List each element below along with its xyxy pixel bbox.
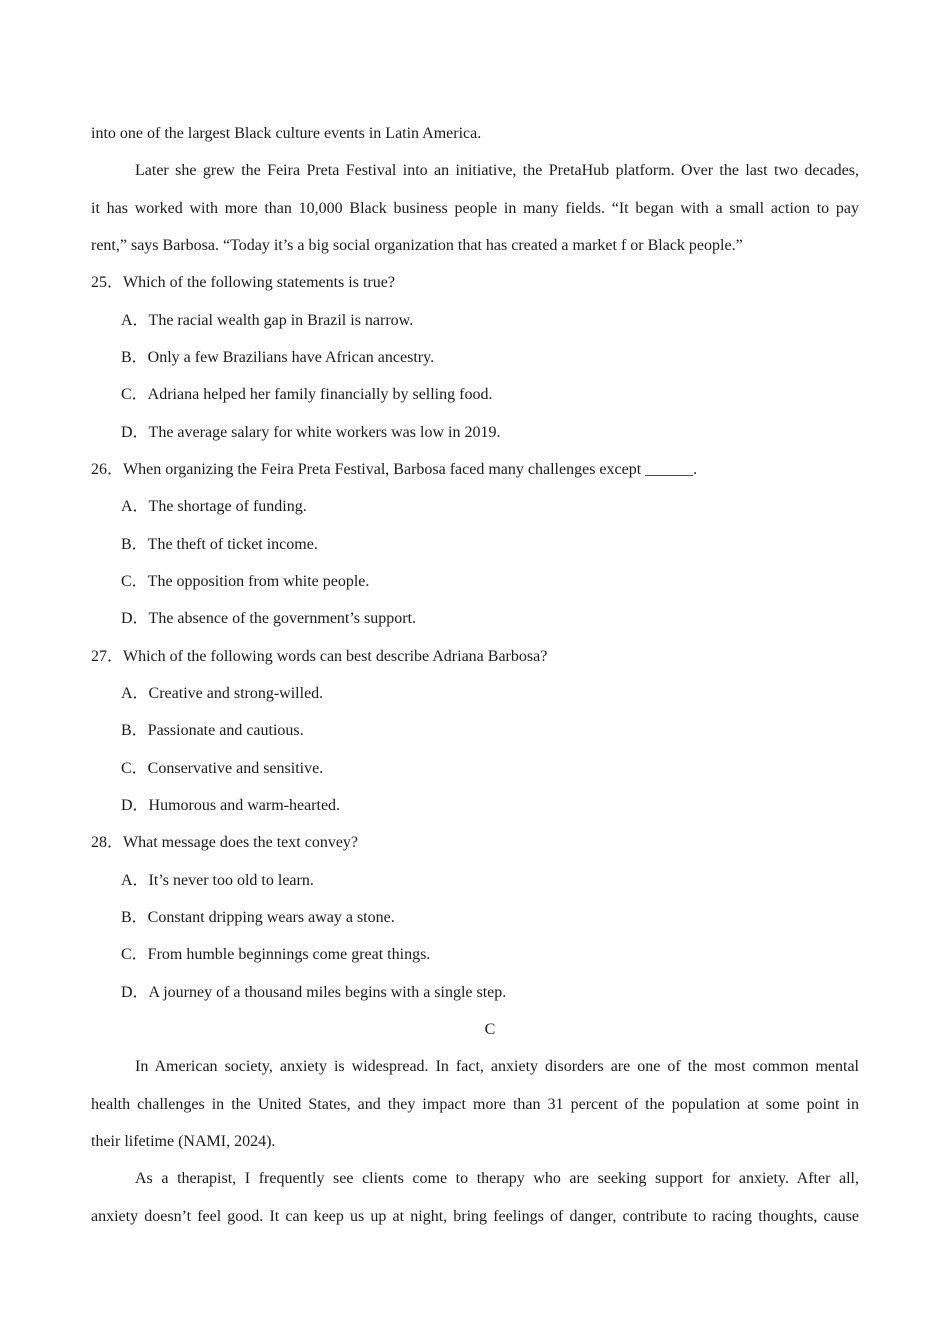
question-25-stem: 25．Which of the following statements is true? — [91, 274, 395, 291]
passage-b-paragraph-line: Later she grew the Feira Preta Festival into an initiative, the PretaHub platform. Over the last two decades, — [135, 162, 859, 179]
question-27-option-c: C．Conservative and sensitive. — [121, 760, 324, 777]
question-25-option-c: C．Adriana helped her family financially by selling food. — [121, 386, 493, 403]
section-c-paragraph-line: In American society, anxiety is widespread. In fact, anxiety disorders are one of the most common mental — [135, 1058, 859, 1075]
question-26-stem: 26．When organizing the Feira Preta Festival, Barbosa faced many challenges except ______. — [91, 461, 698, 478]
question-25-option-d: D．The average salary for white workers was low in 2019. — [121, 424, 501, 441]
question-28-option-b: B．Constant dripping wears away a stone. — [121, 909, 395, 926]
question-27-option-b: B．Passionate and cautious. — [121, 722, 304, 739]
section-c-paragraph-line: anxiety doesn’t feel good. It can keep us up at night, bring feelings of danger, contribute to racing thoughts, cause — [91, 1208, 859, 1225]
section-c-paragraph-line: health challenges in the United States, and they impact more than 31 percent of the population at some point in — [91, 1096, 859, 1113]
section-c-heading: C — [484, 1021, 496, 1038]
question-28-option-d: D．A journey of a thousand miles begins with a single step. — [121, 984, 507, 1001]
section-c-paragraph-line: their lifetime (NAMI, 2024). — [91, 1133, 276, 1150]
question-28-stem: 28．What message does the text convey? — [91, 834, 359, 851]
question-26-option-d: D．The absence of the government’s support. — [121, 610, 417, 627]
question-25-option-a: A．The racial wealth gap in Brazil is narrow. — [121, 312, 414, 329]
passage-b-paragraph-line: it has worked with more than 10,000 Black business people in many fields. “It began with a small action to pay — [91, 200, 859, 217]
question-28-option-c: C．From humble beginnings come great things. — [121, 946, 431, 963]
question-25-option-b: B．Only a few Brazilians have African ancestry. — [121, 349, 435, 366]
question-27-option-a: A．Creative and strong-willed. — [121, 685, 324, 702]
question-27-option-d: D．Humorous and warm-hearted. — [121, 797, 341, 814]
question-26-option-c: C．The opposition from white people. — [121, 573, 370, 590]
question-27-stem: 27．Which of the following words can best describe Adriana Barbosa? — [91, 648, 548, 665]
question-28-option-a: A．It’s never too old to learn. — [121, 872, 314, 889]
question-26-option-a: A．The shortage of funding. — [121, 498, 307, 515]
passage-b-paragraph-line: rent,” says Barbosa. “Today it’s a big social organization that has created a market f or Black people.” — [91, 237, 743, 254]
section-c-paragraph-line: As a therapist, I frequently see clients come to therapy who are seeking support for anxiety. After all, — [135, 1170, 859, 1187]
question-26-option-b: B．The theft of ticket income. — [121, 536, 318, 553]
passage-b-closing-line: into one of the largest Black culture events in Latin America. — [91, 125, 482, 142]
